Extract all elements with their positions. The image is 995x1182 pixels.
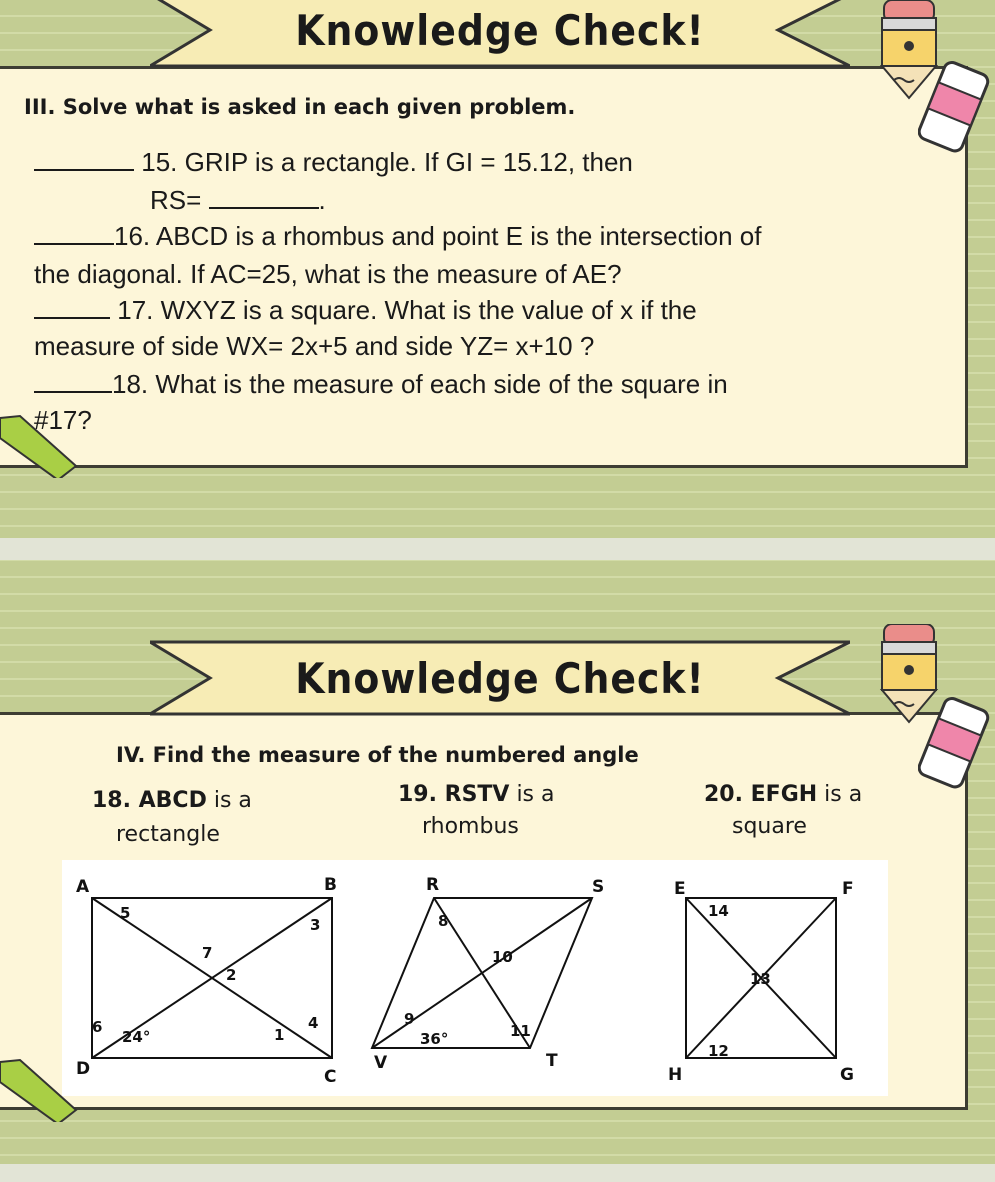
question-16-text: 16. ABCD is a rhombus and point E is the intersection of bbox=[114, 221, 762, 251]
answer-blank[interactable] bbox=[34, 221, 114, 245]
banner-title: Knowledge Check! bbox=[295, 653, 705, 703]
rectangle-figure bbox=[76, 875, 337, 1087]
question-18-text: 18. What is the measure of each side of the square in bbox=[112, 369, 728, 399]
problem-card-1 bbox=[0, 66, 968, 468]
angle-2-label: 2 bbox=[226, 966, 237, 984]
angle-10-label: 10 bbox=[492, 948, 513, 966]
question-15-suffix: . bbox=[318, 185, 326, 215]
section-heading: IV. Find the measure of the numbered angle bbox=[116, 743, 639, 767]
vertex-c: C bbox=[324, 1067, 337, 1087]
vertex-g: G bbox=[840, 1065, 854, 1085]
vertex-d: D bbox=[76, 1059, 91, 1079]
answer-blank[interactable] bbox=[34, 147, 134, 171]
geometry-figures bbox=[62, 860, 888, 1096]
angle-36-label: 36° bbox=[420, 1030, 449, 1048]
answer-blank[interactable] bbox=[34, 369, 112, 393]
angle-4-label: 4 bbox=[308, 1014, 319, 1032]
vertex-t: T bbox=[546, 1051, 558, 1071]
vertex-a: A bbox=[76, 877, 90, 897]
problem-19-rest: is a bbox=[509, 782, 555, 807]
knowledge-check-banner bbox=[150, 634, 850, 722]
angle-8-label: 8 bbox=[438, 912, 449, 930]
knowledge-check-banner bbox=[150, 0, 850, 74]
rhombus-figure bbox=[372, 875, 604, 1073]
problem-18-title: 18. ABCD bbox=[92, 788, 207, 813]
vertex-e: E bbox=[674, 879, 686, 899]
eraser-icon bbox=[918, 696, 990, 792]
section-divider bbox=[0, 538, 995, 560]
angle-7-label: 7 bbox=[202, 944, 213, 962]
problem-18-line2: rectangle bbox=[116, 822, 220, 847]
washi-tape-icon bbox=[0, 1052, 80, 1122]
vertex-s: S bbox=[592, 877, 605, 897]
angle-6-label: 6 bbox=[92, 1018, 103, 1036]
problem-20-title: 20. EFGH bbox=[704, 782, 818, 807]
answer-blank[interactable] bbox=[209, 185, 319, 209]
question-15-prefix: RS= bbox=[150, 185, 202, 215]
angle-14-label: 14 bbox=[708, 902, 729, 920]
angle-3-label: 3 bbox=[310, 916, 321, 934]
question-17-text: 17. WXYZ is a square. What is the value of x if the bbox=[117, 295, 697, 325]
question-15-text: 15. GRIP is a rectangle. If GI = 15.12, then bbox=[141, 147, 633, 177]
problem-19-line2: rhombus bbox=[422, 814, 519, 839]
vertex-b: B bbox=[324, 875, 337, 895]
question-16-line2: the diagonal. If AC=25, what is the measure of AE? bbox=[34, 259, 622, 289]
problem-20-label bbox=[704, 782, 862, 807]
vertex-f: F bbox=[842, 879, 854, 899]
question-15-line2 bbox=[150, 185, 326, 216]
square-figure bbox=[668, 879, 854, 1085]
problem-20-line2: square bbox=[732, 814, 807, 839]
problem-19-title: 19. RSTV bbox=[398, 782, 510, 807]
question-17-line1 bbox=[34, 295, 697, 326]
angle-13-label: 13 bbox=[750, 970, 771, 988]
vertex-r: R bbox=[426, 875, 440, 895]
washi-tape-icon bbox=[0, 408, 80, 478]
banner-title: Knowledge Check! bbox=[295, 5, 705, 55]
question-17-line2: measure of side WX= 2x+5 and side YZ= x+10 ? bbox=[34, 331, 595, 361]
problem-20-rest: is a bbox=[817, 782, 863, 807]
bottom-divider bbox=[0, 1164, 995, 1182]
vertex-h: H bbox=[668, 1065, 683, 1085]
problem-19-label bbox=[398, 782, 555, 807]
eraser-icon bbox=[918, 60, 990, 156]
problem-18-label bbox=[92, 788, 252, 813]
angle-5-label: 5 bbox=[120, 904, 131, 922]
angle-24-label: 24° bbox=[122, 1028, 151, 1046]
question-18-line2: #17? bbox=[34, 405, 92, 435]
section-heading: III. Solve what is asked in each given problem. bbox=[24, 95, 576, 119]
figures-panel bbox=[62, 860, 888, 1096]
angle-9-label: 9 bbox=[404, 1010, 415, 1028]
problem-18-rest: is a bbox=[206, 788, 252, 813]
angle-1-label: 1 bbox=[274, 1026, 285, 1044]
question-15-line1 bbox=[34, 147, 633, 178]
question-16-line1 bbox=[34, 221, 761, 252]
question-18-line1 bbox=[34, 369, 728, 400]
angle-12-label: 12 bbox=[708, 1042, 729, 1060]
angle-11-label: 11 bbox=[510, 1022, 531, 1040]
answer-blank[interactable] bbox=[34, 295, 110, 319]
vertex-v: V bbox=[374, 1053, 388, 1073]
